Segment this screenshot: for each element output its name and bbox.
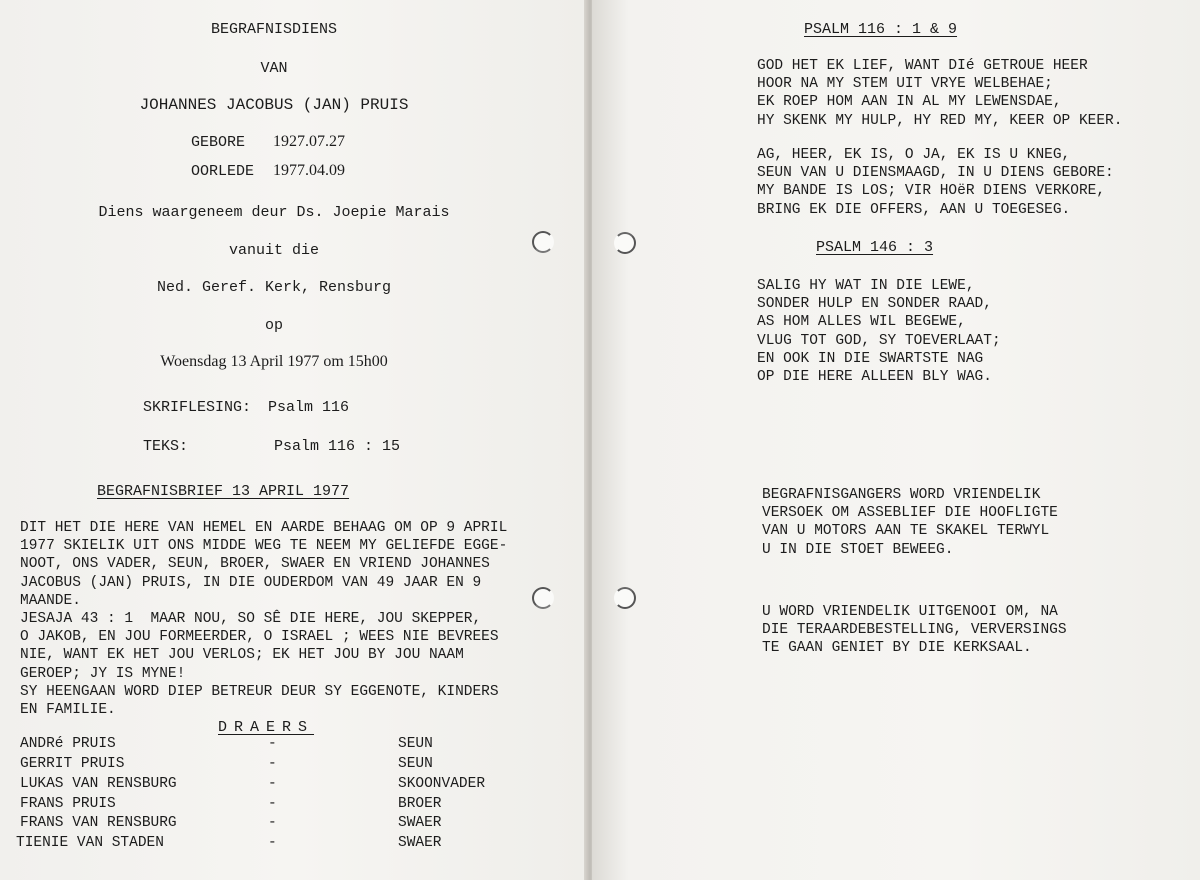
right-page [592, 0, 1200, 880]
bearers-title: DRAERS [218, 719, 315, 736]
bearer-relation: BROER [398, 796, 442, 812]
punch-hole-right-top [614, 232, 636, 254]
bearer-name: TIENIE VAN STADEN [16, 835, 164, 851]
psalm-116-title: PSALM 116 : 1 & 9 [804, 21, 958, 38]
psalm-146-verse: SALIG HY WAT IN DIE LEWE, SONDER HULP EN SONDER RAAD, AS HOM ALLES WIL BEGEWE, VLUG TOT GOD, SY TOEVERLAAT; EN OOK IN DIE SWARTSTE NAG OP DIE HERE ALLEEN BLY WAG. [757, 278, 1001, 386]
bearer-name: GERRIT PRUIS [20, 756, 125, 772]
psalm-146-title: PSALM 146 : 3 [816, 239, 934, 256]
bearer-name: LUKAS VAN RENSBURG [20, 776, 177, 792]
notice-refreshments: U WORD VRIENDELIK UITGENOOI OM, NA DIE TERAARDEBESTELLING, VERVERSINGS TE GAAN GENIET BY DIE KERKSAAL. [762, 604, 1067, 657]
service-by: Diens waargeneem deur Ds. Joepie Marais [98, 204, 450, 221]
born-date: 1927.07.27 [273, 133, 345, 150]
deceased-name: JOHANNES JACOBUS (JAN) PRUIS [139, 96, 409, 114]
bearer-row [0, 835, 588, 854]
bearer-row [0, 776, 588, 795]
from-line: vanuit die [228, 242, 319, 259]
bearer-relation: SWAER [398, 835, 442, 851]
left-page [0, 0, 588, 880]
bearer-row [0, 736, 588, 755]
born-label: GEBORE [191, 134, 246, 151]
on-line: op [264, 317, 283, 334]
bearer-dash: - [268, 815, 277, 831]
bearer-dash: - [268, 796, 277, 812]
letter-title: BEGRAFNISBRIEF 13 APRIL 1977 [97, 483, 350, 500]
bearer-dash: - [268, 756, 277, 772]
van-line: VAN [260, 60, 288, 77]
header-title: BEGRAFNISDIENS [210, 21, 338, 38]
punch-hole-right-bottom [614, 587, 636, 609]
bearer-name: ANDRé PRUIS [20, 736, 116, 752]
text-label: TEKS: [143, 438, 189, 455]
bearer-dash: - [268, 835, 277, 851]
died-date: 1977.04.09 [273, 162, 345, 179]
psalm-116-verse-1: GOD HET EK LIEF, WANT DIé GETROUE HEER HOOR NA MY STEM UIT VRYE WELBEHAE; EK ROEP HOM AAN IN AL MY LEWENSDAE, HY SKENK MY HULP, HY RED MY, KEER OP KEER. [757, 58, 1123, 129]
bearer-row [0, 756, 588, 775]
bearer-relation: SEUN [398, 756, 433, 772]
bearer-name: FRANS VAN RENSBURG [20, 815, 177, 831]
punch-hole-left-bottom [532, 587, 554, 609]
bearer-row [0, 796, 588, 815]
notice-headlights: BEGRAFNISGANGERS WORD VRIENDELIK VERSOEK OM ASSEBLIEF DIE HOOFLIGTE VAN U MOTORS AAN TE SKAKEL TERWYL U IN DIE STOET BEWEEG. [762, 487, 1058, 558]
bearer-dash: - [268, 736, 277, 752]
bearer-row [0, 815, 588, 834]
bearer-dash: - [268, 776, 277, 792]
text-value: Psalm 116 : 15 [274, 438, 401, 455]
bearer-relation: SKOONVADER [398, 776, 486, 792]
date-time-line: Woensdag 13 April 1977 om 15h00 [160, 353, 388, 370]
psalm-116-verse-2: AG, HEER, EK IS, O JA, EK IS U KNEG, SEUN VAN U DIENSMAAGD, IN U DIENS GEBORE: MY BANDE IS LOS; VIR HOëR DIENS VERKORE, BRING EK DIE OFFERS, AAN U TOEGESEG. [757, 147, 1114, 218]
church-line: Ned. Geref. Kerk, Rensburg [156, 279, 392, 296]
bearer-name: FRANS PRUIS [20, 796, 116, 812]
punch-hole-left-top [532, 231, 554, 253]
bearer-relation: SWAER [398, 815, 442, 831]
died-label: OORLEDE [191, 163, 255, 180]
letter-body: DIT HET DIE HERE VAN HEMEL EN AARDE BEHAAG OM OP 9 APRIL 1977 SKIELIK UIT ONS MIDDE WEG TE NEEM MY GELIEFDE EGGE- NOOT, ONS VADER, SEUN, BROER, SWAER EN VRIEND JOHANNES JACOBUS (JAN) PRUIS, IN DIE OUDERDOM VAN 49 JAAR EN 9 MAANDE. JESAJA 43 : 1 MAAR NOU, SO SÊ DIE HERE, JOU SKEPPER, O JAKOB, EN JOU FORMEERDER, O ISRAEL ; WEES NIE BEVREES NIE, WANT EK HET JOU VERLOS; EK HET JOU BY JOU NAAM GEROEP; JY IS MYNE! SY HEENGAAN WORD DIEP BETREUR DEUR SY EGGENOTE, KINDERS EN FAMILIE. [20, 520, 508, 719]
bearer-relation: SEUN [398, 736, 433, 752]
reading-label: SKRIFLESING: [143, 399, 252, 416]
reading-value: Psalm 116 [268, 399, 350, 416]
